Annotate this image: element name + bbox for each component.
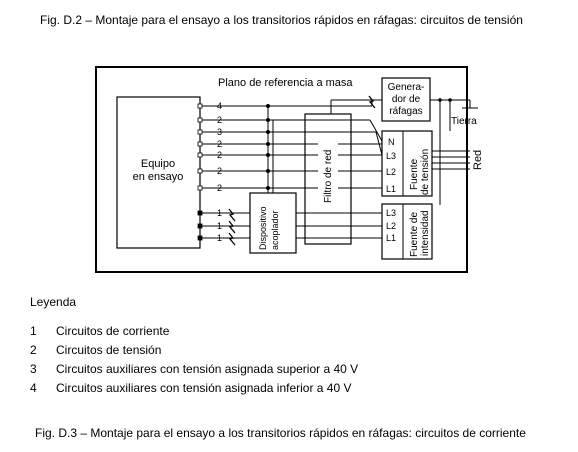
legend-number: 2 [30, 342, 37, 357]
ground-label: Tierra [451, 116, 477, 127]
wire-number: 2 [217, 150, 223, 160]
voltage-source-label-1: Fuente [409, 158, 420, 190]
coupler-label-2: acoplador [270, 210, 280, 250]
reference-plane-label: Plano de referencia a masa [218, 77, 353, 89]
current-source-label-2: intensidad [420, 210, 431, 256]
legend [30, 295, 358, 397]
generator-label-3: ráfagas [389, 106, 423, 117]
mains-filter-label: Filtro de red [323, 149, 334, 203]
current-source-label-1: Fuente de [409, 211, 420, 257]
legend-item [30, 340, 358, 359]
wire-number: 1 [217, 233, 223, 243]
wire-number: 2 [217, 183, 223, 193]
legend-text: Circuitos de corriente [56, 323, 170, 338]
figure-caption-top: Fig. D.2 – Montaje para el ensayo a los transitorios rápidos en ráfagas: circuitos de tensión [40, 13, 523, 27]
figure-caption-bottom: Fig. D.3 – Montaje para el ensayo a los transitorios rápidos en ráfagas: circuitos de corriente [35, 426, 526, 440]
legend-text: Circuitos auxiliares con tensión asignada inferior a 40 V [56, 380, 352, 395]
wire-number: 4 [217, 101, 223, 111]
legend-text: Circuitos auxiliares con tensión asignada superior a 40 V [56, 361, 359, 376]
terminal-label: L2 [386, 221, 397, 231]
wire-number: 3 [217, 127, 223, 137]
equipment-label-1: Equipo [140, 158, 176, 170]
legend-number: 4 [30, 380, 37, 395]
terminal-label: L1 [386, 184, 397, 194]
terminal-label: L3 [386, 208, 397, 218]
coupler-label-1: Dispositivo [258, 206, 268, 250]
legend-text: Circuitos de tensión [56, 342, 162, 357]
legend-title: Leyenda [30, 295, 77, 309]
terminal-label: L1 [386, 233, 397, 243]
legend-item [30, 359, 358, 378]
wire-number: 2 [217, 115, 223, 125]
voltage-source-label-2: de tensión [420, 148, 431, 195]
equipment-label-2: en ensayo [132, 171, 184, 183]
terminal-label: L3 [386, 151, 397, 161]
wire-number: 1 [217, 221, 223, 231]
legend-number: 3 [30, 361, 37, 376]
terminal-label: N [388, 137, 395, 147]
wire-number: 2 [217, 139, 223, 149]
legend-item [30, 321, 358, 340]
generator-label-2: dor de [391, 94, 421, 105]
wire-numbers [217, 101, 222, 243]
legend-number: 1 [30, 323, 37, 338]
grid-label: Red [472, 149, 484, 170]
terminal-label: L2 [386, 167, 397, 177]
wire-number: 2 [217, 166, 223, 176]
generator-label-1: Genera- [387, 82, 425, 93]
legend-item [30, 378, 358, 397]
wire-number: 1 [217, 208, 223, 218]
